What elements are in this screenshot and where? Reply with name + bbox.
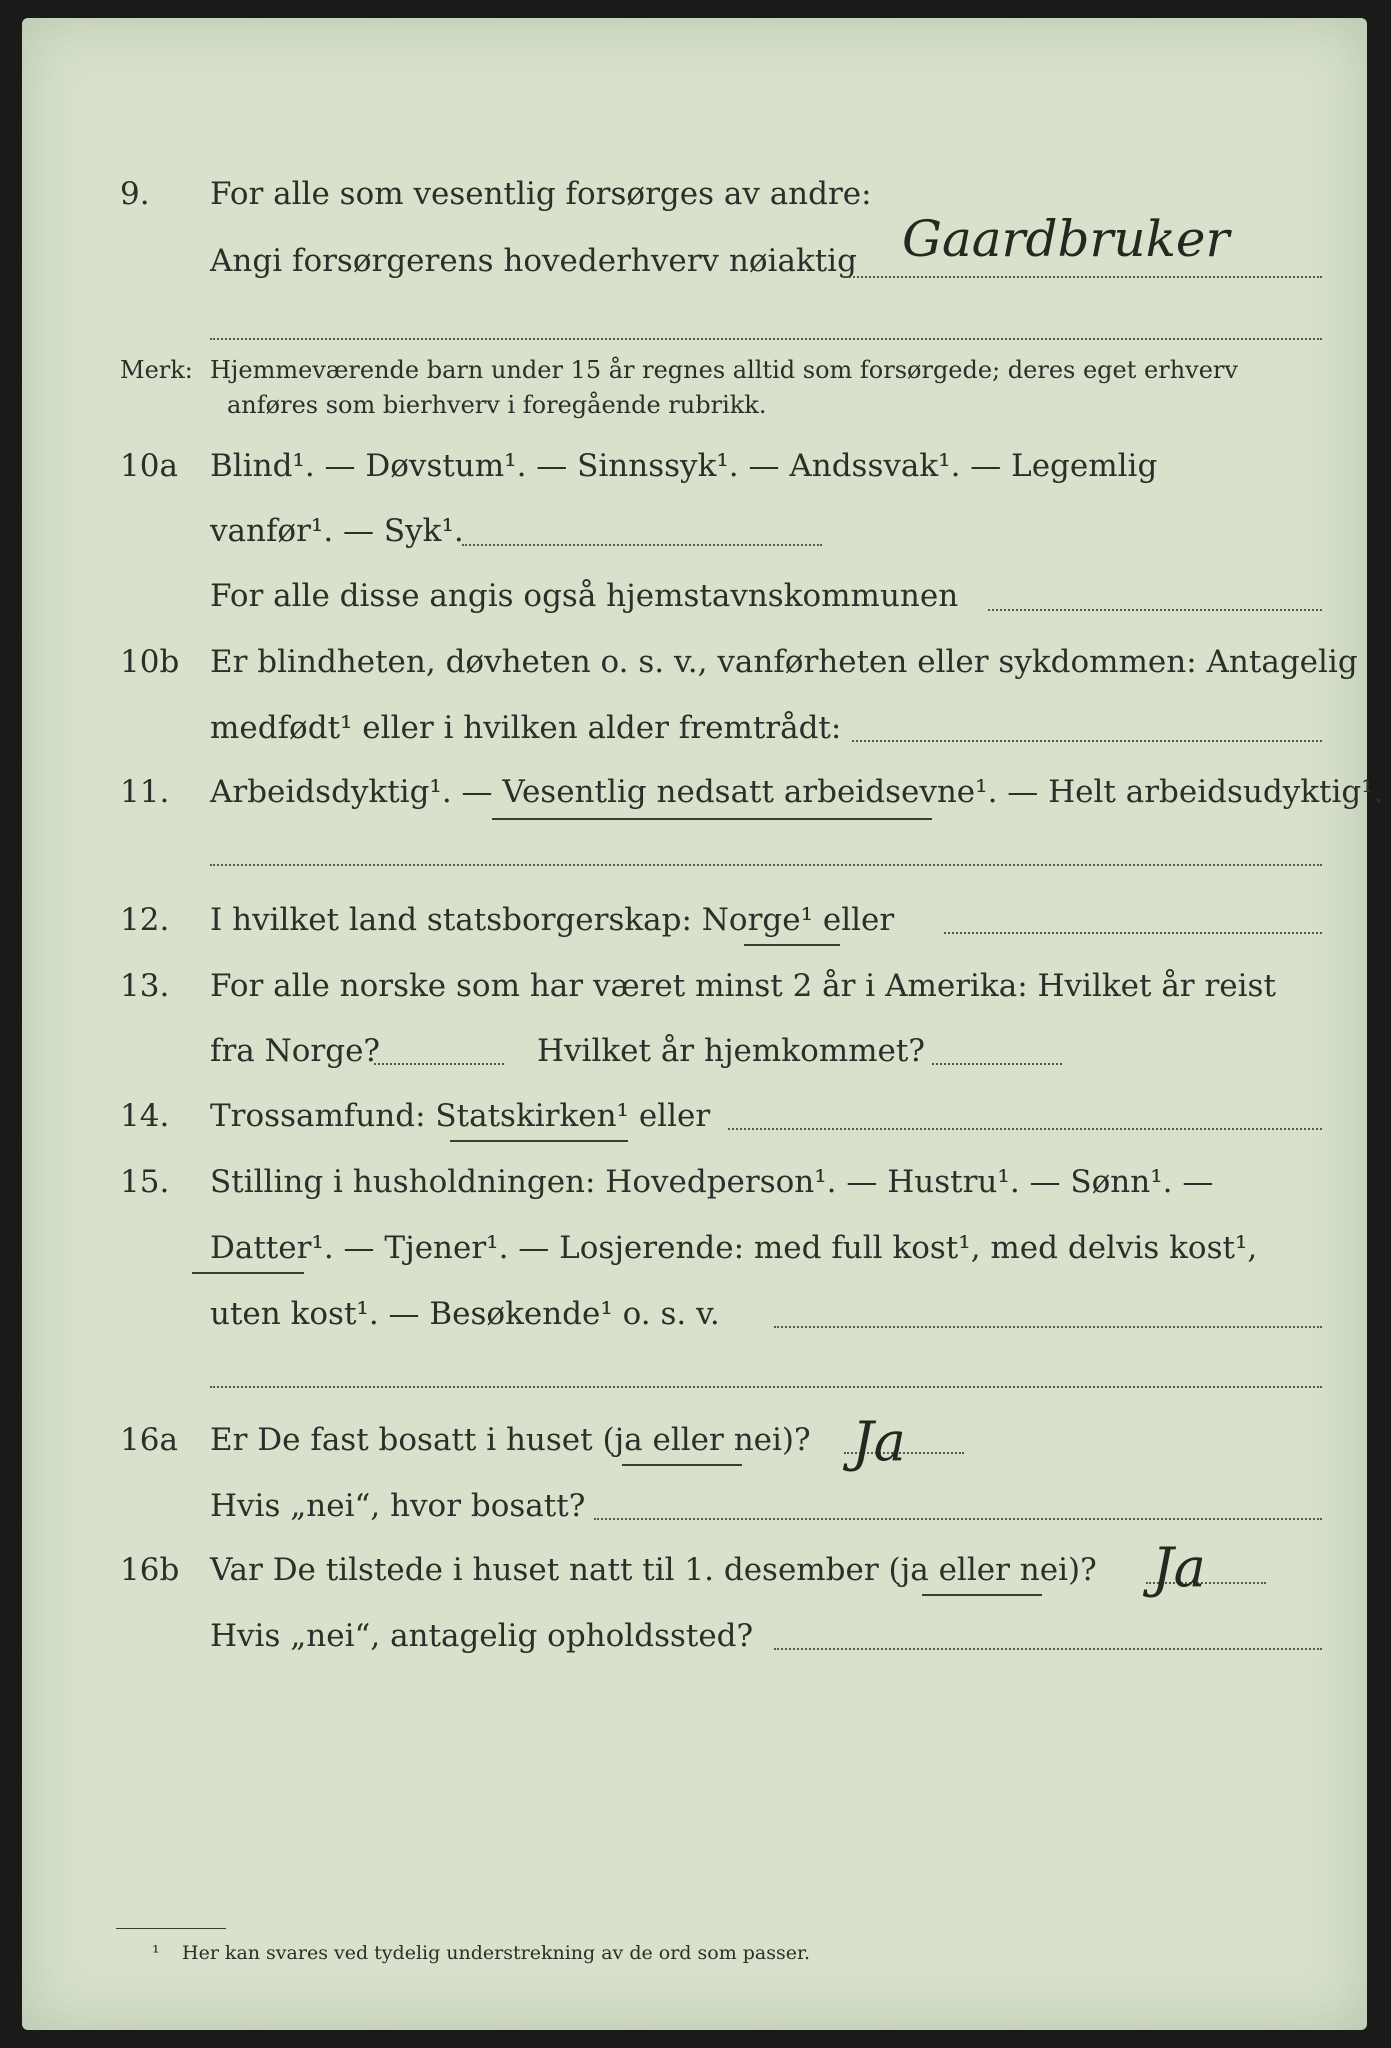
- q14-number: 14.: [120, 1098, 170, 1134]
- footnote-rule: [116, 1928, 226, 1929]
- q14-text: Trossamfund: Statskirken¹ eller: [210, 1098, 711, 1134]
- footnote-text: Her kan svares ved tydelig understrekning av de ord som passer.: [182, 1942, 811, 1964]
- q10a-kommune-line: [988, 609, 1322, 611]
- q9-question: For alle som vesentlig forsørges av andre:: [210, 176, 872, 212]
- q12-text: I hvilket land statsborgerskap: Norge¹ eller: [210, 902, 895, 938]
- q9-answer-line: [842, 276, 1322, 278]
- census-form-page: [22, 18, 1384, 2030]
- q9-extra-line: [210, 338, 1322, 340]
- q10b-text2: medfødt¹ eller i hvilken alder fremtrådt:: [210, 710, 842, 746]
- q10a-syk-line: [462, 544, 822, 546]
- footnote-mark: ¹: [152, 1942, 160, 1964]
- q11-underline: [492, 818, 932, 820]
- q16a-text2: Hvis „nei“, hvor bosatt?: [210, 1488, 586, 1524]
- q15-extra-line: [210, 1386, 1322, 1388]
- q15-text2: Datter¹. — Tjener¹. — Losjerende: med full kost¹, med delvis kost¹,: [210, 1230, 1258, 1266]
- q9-label: Angi forsørgerens hovederhverv nøiaktig: [210, 243, 857, 279]
- q13-reist-line: [374, 1063, 504, 1065]
- q11-text: Arbeidsdyktig¹. — Vesentlig nedsatt arbeidsevne¹. — Helt arbeidsudyktig¹.: [210, 774, 1384, 810]
- q16a-underline: [622, 1464, 742, 1466]
- q15-text1: Stilling i husholdningen: Hovedperson¹. — Hustru¹. — Sønn¹. —: [210, 1164, 1214, 1200]
- q10b-number: 10b: [120, 644, 180, 680]
- q16a-bosatt-line: [594, 1518, 1322, 1520]
- q16b-number: 16b: [120, 1552, 180, 1588]
- q16b-text1: Var De tilstede i huset natt til 1. desember (ja eller nei)?: [210, 1552, 1097, 1588]
- q11-number: 11.: [120, 774, 170, 810]
- q16a-text1: Er De fast bosatt i huset (ja eller nei)?: [210, 1422, 811, 1458]
- q13-text1: For alle norske som har været minst 2 år i Amerika: Hvilket år reist: [210, 968, 1276, 1004]
- q14-answer-line: [728, 1128, 1322, 1130]
- q16a-handwritten-answer: Ja: [852, 1410, 906, 1473]
- q12-answer-line: [944, 932, 1322, 934]
- merk-text1: Hjemmeværende barn under 15 år regnes alltid som forsørgede; deres eget erhverv: [210, 356, 1238, 384]
- merk-label: Merk:: [120, 356, 193, 384]
- q13-hjemkommet-line: [932, 1063, 1062, 1065]
- q13-number: 13.: [120, 968, 170, 1004]
- q9-number: 9.: [120, 176, 150, 212]
- q15-underline: [192, 1272, 304, 1274]
- q13-text2a: fra Norge?: [210, 1033, 381, 1069]
- q16b-underline: [922, 1594, 1042, 1596]
- q11-extra-line: [210, 864, 1322, 866]
- q10a-text3: For alle disse angis også hjemstavnskommunen: [210, 578, 959, 614]
- q15-text3: uten kost¹. — Besøkende¹ o. s. v.: [210, 1296, 720, 1332]
- q14-underline: [450, 1140, 628, 1142]
- q13-text2b: Hvilket år hjemkommet?: [537, 1033, 925, 1069]
- q10b-answer-line: [852, 740, 1322, 742]
- q15-number: 15.: [120, 1164, 170, 1200]
- q10a-number: 10a: [120, 448, 178, 484]
- q16b-opholdssted-line: [774, 1648, 1322, 1650]
- merk-text2: anføres som bierhverv i foregående rubrikk.: [227, 391, 767, 419]
- q10a-text1: Blind¹. — Døvstum¹. — Sinnssyk¹. — Andssvak¹. — Legemlig: [210, 448, 1158, 484]
- q9-handwritten-answer: Gaardbruker: [902, 210, 1230, 268]
- q15-answer-line: [774, 1326, 1322, 1328]
- q16b-handwritten-answer: Ja: [1152, 1536, 1206, 1599]
- q12-underline: [744, 944, 840, 946]
- q10b-text1: Er blindheten, døvheten o. s. v., vanførheten eller sykdommen: Antagelig: [210, 644, 1358, 680]
- q10a-text2: vanfør¹. — Syk¹.: [210, 513, 464, 549]
- q12-number: 12.: [120, 902, 170, 938]
- q16b-text2: Hvis „nei“, antagelig opholdssted?: [210, 1618, 754, 1654]
- q16a-number: 16a: [120, 1422, 178, 1458]
